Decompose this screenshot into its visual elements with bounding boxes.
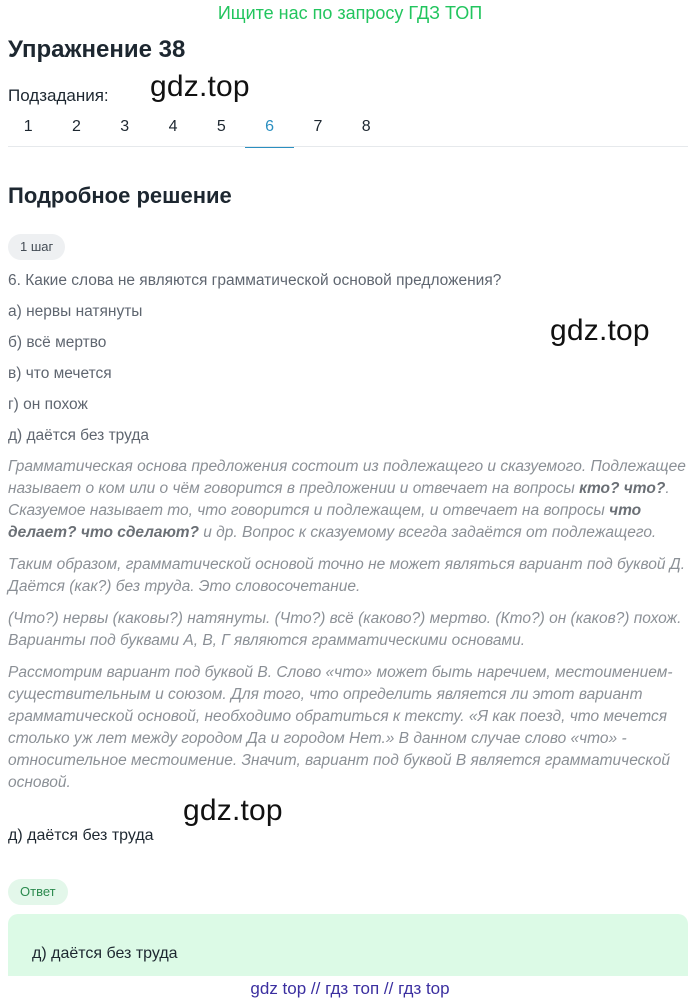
explanation-paragraph-4: Рассмотрим вариант под буквой В. Слово «что» может быть наречием, местоимением-существительным и союзом. Для того, что определить является ли этот вариант грамматической основой, необходимо обратиться к тексту. «Я как поезд, что мечется столько уж лет между городом Да и городом Нет.» В данном случае слово «что» - относительное местоимение. Значит, вариант под буквой В является грамматической основой. <box>8 664 673 791</box>
watermark: gdz.top <box>550 314 650 347</box>
tab-8[interactable]: 8 <box>361 118 371 135</box>
answer-badge: Ответ <box>8 879 68 905</box>
answer-text: д) даётся без труда <box>32 945 178 962</box>
final-answer: д) даётся без труда <box>8 827 154 844</box>
solution-content <box>8 270 688 804</box>
option-g: г) он похож <box>8 396 88 413</box>
footer-links[interactable]: gdz top // гдз топ // гдз top <box>250 979 450 998</box>
tab-7[interactable]: 7 <box>313 118 323 135</box>
explanation-text: и др. Вопрос к сказуемому всегда задаётся от подлежащего. <box>198 524 657 541</box>
option-b: б) всё мертво <box>8 334 107 351</box>
watermark: gdz.top <box>150 70 250 103</box>
solution-title: Подробное решение <box>8 183 232 208</box>
tab-5[interactable]: 5 <box>216 118 226 135</box>
option-a: а) нервы натянуты <box>8 303 143 320</box>
explanation-bold: что делает? что сделают? <box>8 502 642 541</box>
question: 6. Какие слова не являются грамматической основой предложения? <box>8 272 502 289</box>
option-v: в) что мечется <box>8 365 112 382</box>
tab-3[interactable]: 3 <box>120 118 130 135</box>
explanation-paragraph-2: Таким образом, грамматической основой точно не может являться вариант под буквой Д. Даётся (как?) без труда. Это словосочетание. <box>8 556 686 595</box>
step-badge: 1 шаг <box>8 234 65 260</box>
explanation-text: . Сказуемое называет то, что говорится и подлежащем, и отвечает на вопросы <box>8 480 670 519</box>
tab-4[interactable]: 4 <box>168 118 178 135</box>
option-d: д) даётся без труда <box>8 427 150 444</box>
tab-1[interactable]: 1 <box>23 118 33 135</box>
watermark: gdz.top <box>183 794 283 827</box>
exercise-title: Упражнение 38 <box>8 36 186 63</box>
explanation-paragraph-1 <box>8 456 688 544</box>
explanation-bold: кто? что? <box>579 480 666 497</box>
explanation-text: Грамматическая основа предложения состоит из подлежащего и сказуемого. Подлежащее называет о ком или о чём говорится в предложении и отвечает на вопросы <box>8 458 686 497</box>
subtask-tabs <box>4 108 390 148</box>
tab-2[interactable]: 2 <box>71 118 81 135</box>
subtasks-label: Подзадания: <box>8 86 109 105</box>
top-banner[interactable]: Ищите нас по запросу ГДЗ ТОП <box>217 3 483 23</box>
divider <box>8 146 688 147</box>
tab-6[interactable]: 6 <box>245 108 293 148</box>
explanation-paragraph-3: (Что?) нервы (каковы?) натянуты. (Что?) всё (каково?) мертво. (Кто?) он (каков?) похож. Варианты под буквами А, В, Г являются грамматическими основами. <box>8 610 682 649</box>
